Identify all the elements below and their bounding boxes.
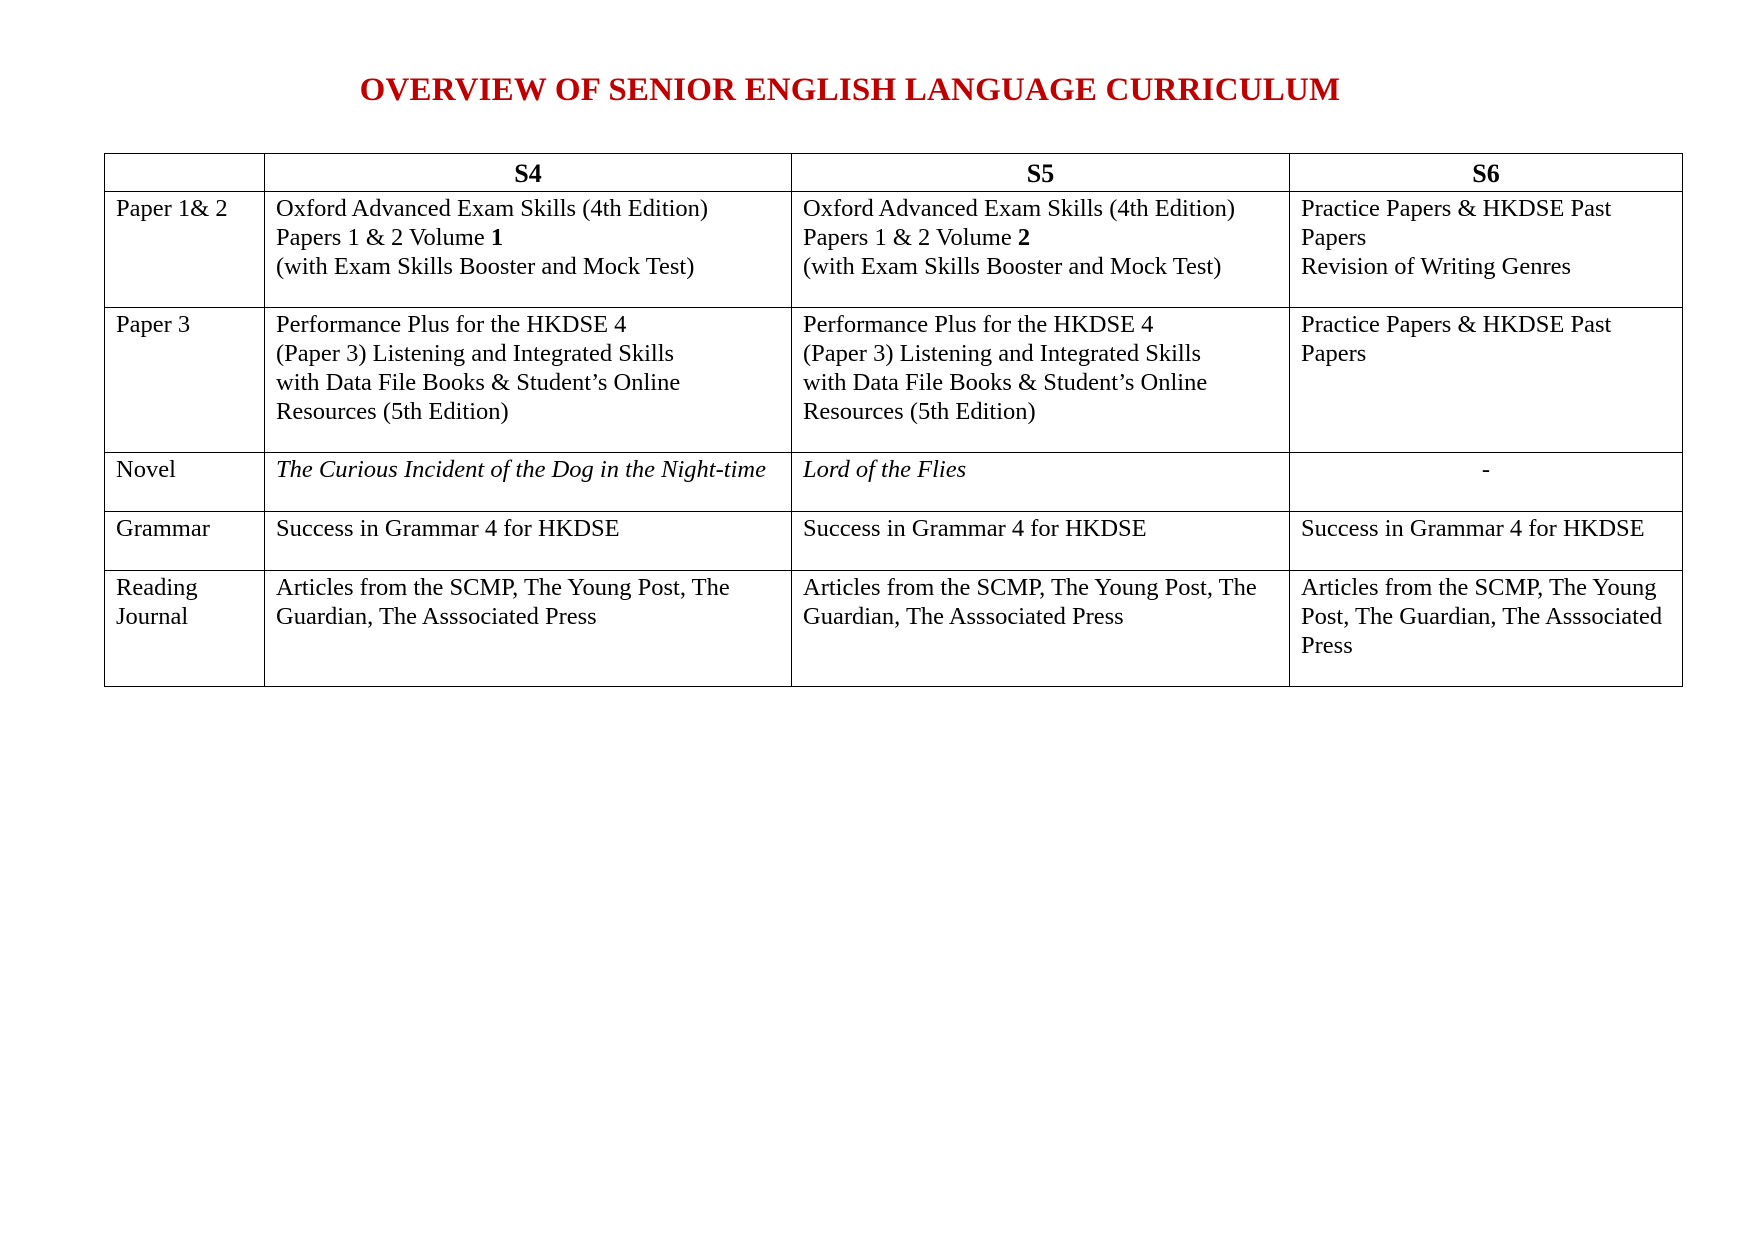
cell-line: (with Exam Skills Booster and Mock Test) [276, 253, 695, 280]
volume-number: 2 [1017, 224, 1031, 251]
cell-novel-s5: Lord of the Flies [792, 453, 1290, 512]
cell-grammar-s4: Success in Grammar 4 for HKDSE [265, 512, 792, 571]
cell-paper-3-s5 [792, 308, 1290, 453]
column-header-s6: S6 [1290, 154, 1683, 192]
curriculum-table [104, 153, 1683, 687]
table-row-novel [105, 453, 1683, 512]
cell-paper-1-2-s6 [1290, 192, 1683, 308]
cell-paper-1-2-s4 [265, 192, 792, 308]
volume-text: Papers 1 & 2 Volume [803, 224, 1018, 251]
row-label-paper-1-2: Paper 1& 2 [105, 192, 265, 308]
cell-line: (Paper 3) Listening and Integrated Skills [276, 340, 675, 367]
cell-line: Performance Plus for the HKDSE 4 [803, 311, 1154, 338]
cell-line: (Paper 3) Listening and Integrated Skills [803, 340, 1202, 367]
cell-paper-3-s4 [265, 308, 792, 453]
table-row-paper-1-2 [105, 192, 1683, 308]
cell-line: Revision of Writing Genres [1301, 253, 1572, 280]
cell-reading-journal-s5: Articles from the SCMP, The Young Post, The Guardian, The Asssociated Press [792, 571, 1290, 687]
cell-line: Practice Papers & HKDSE Past Papers [1301, 195, 1612, 251]
row-label-grammar: Grammar [105, 512, 265, 571]
cell-line: with Data File Books & Student’s Online Resources (5th Edition) [276, 369, 681, 425]
cell-line: Performance Plus for the HKDSE 4 [276, 311, 627, 338]
volume-number: 1 [490, 224, 504, 251]
cell-grammar-s6: Success in Grammar 4 for HKDSE [1290, 512, 1683, 571]
cell-novel-s4: The Curious Incident of the Dog in the Night-time [265, 453, 792, 512]
table-row-paper-3 [105, 308, 1683, 453]
cell-line: Practice Papers & HKDSE Past Papers [1301, 311, 1612, 367]
page-title: OVERVIEW OF SENIOR ENGLISH LANGUAGE CURRICULUM [359, 72, 1341, 108]
table-header-row [105, 154, 1683, 192]
corner-cell [105, 154, 265, 192]
cell-line [803, 223, 1278, 252]
row-label-paper-3: Paper 3 [105, 308, 265, 453]
cell-paper-3-s6 [1290, 308, 1683, 453]
column-header-s5: S5 [792, 154, 1290, 192]
cell-reading-journal-s6: Articles from the SCMP, The Young Post, The Guardian, The Asssociated Press [1290, 571, 1683, 687]
cell-line [276, 223, 780, 252]
cell-line: with Data File Books & Student’s Online Resources (5th Edition) [803, 369, 1208, 425]
table-row-grammar [105, 512, 1683, 571]
cell-paper-1-2-s5 [792, 192, 1290, 308]
row-label-novel: Novel [105, 453, 265, 512]
row-label-reading-journal: Reading Journal [105, 571, 265, 687]
table-row-reading-journal [105, 571, 1683, 687]
column-header-s4: S4 [265, 154, 792, 192]
cell-line: Oxford Advanced Exam Skills (4th Edition) [276, 195, 709, 222]
cell-line: Oxford Advanced Exam Skills (4th Edition) [803, 195, 1236, 222]
volume-text: Papers 1 & 2 Volume [276, 224, 491, 251]
cell-novel-s6: - [1290, 453, 1683, 512]
cell-reading-journal-s4: Articles from the SCMP, The Young Post, The Guardian, The Asssociated Press [265, 571, 792, 687]
cell-line: (with Exam Skills Booster and Mock Test) [803, 253, 1222, 280]
cell-grammar-s5: Success in Grammar 4 for HKDSE [792, 512, 1290, 571]
